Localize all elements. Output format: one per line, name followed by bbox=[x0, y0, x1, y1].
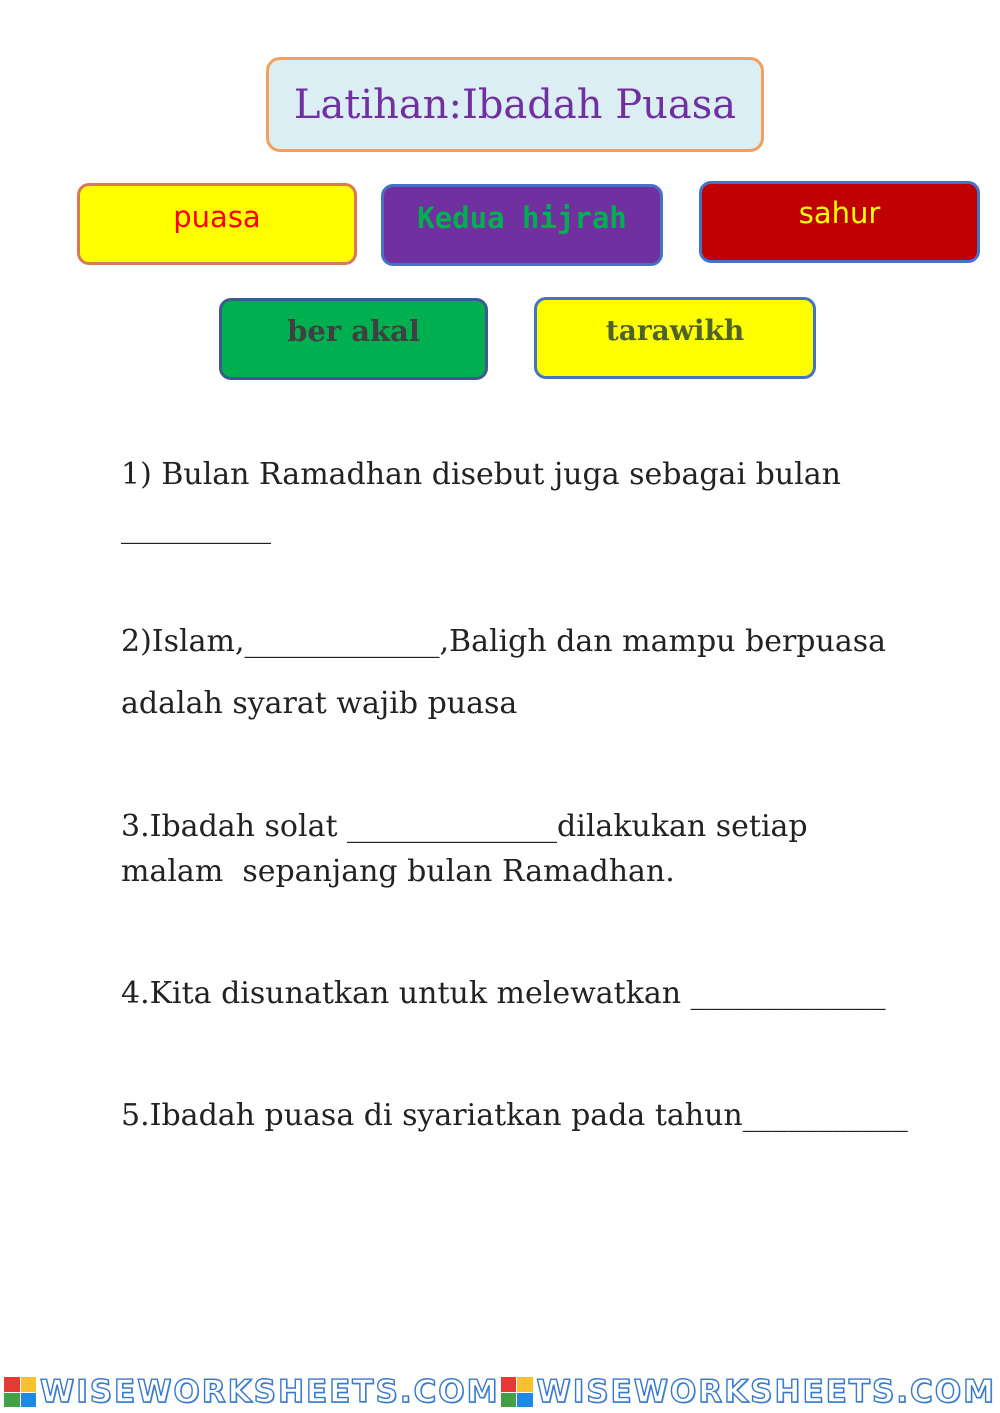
page-title: Latihan:Ibadah Puasa bbox=[266, 57, 764, 152]
logo-text: WISEWORKSHEETS.COM bbox=[536, 1374, 996, 1410]
word-chip-puasa[interactable]: puasa bbox=[77, 183, 357, 265]
wiseworksheets-logo-right bbox=[501, 1374, 997, 1410]
word-chip-kedua-hijrah[interactable]: Kedua hijrah bbox=[381, 184, 663, 266]
question-5[interactable]: 5.Ibadah puasa di syariatkan pada tahun___________ bbox=[121, 1098, 908, 1133]
logo-badge-icon bbox=[501, 1377, 533, 1407]
logo-badge-icon bbox=[4, 1377, 36, 1407]
word-chip-tarawikh[interactable]: tarawikh bbox=[534, 297, 816, 379]
word-chip-sahur[interactable]: sahur bbox=[699, 181, 980, 263]
word-chip-ber-akal[interactable]: ber akal bbox=[219, 298, 488, 380]
question-4[interactable]: 4.Kita disunatkan untuk melewatkan _____________ bbox=[121, 976, 886, 1011]
question-1-blank[interactable]: __________ bbox=[121, 510, 271, 545]
footer-watermark bbox=[0, 1374, 1000, 1410]
logo-text: WISEWORKSHEETS.COM bbox=[40, 1374, 500, 1410]
wiseworksheets-logo-left bbox=[4, 1374, 500, 1410]
question-1-line-1: 1) Bulan Ramadhan disebut juga sebagai bulan bbox=[121, 457, 841, 492]
question-2-line-1[interactable]: 2)Islam,_____________,Baligh dan mampu berpuasa bbox=[121, 624, 886, 659]
question-3-line-1[interactable]: 3.Ibadah solat ______________dilakukan setiap bbox=[121, 809, 808, 844]
question-3-line-2: malam sepanjang bulan Ramadhan. bbox=[121, 854, 675, 889]
question-2-line-2: adalah syarat wajib puasa bbox=[121, 686, 518, 721]
